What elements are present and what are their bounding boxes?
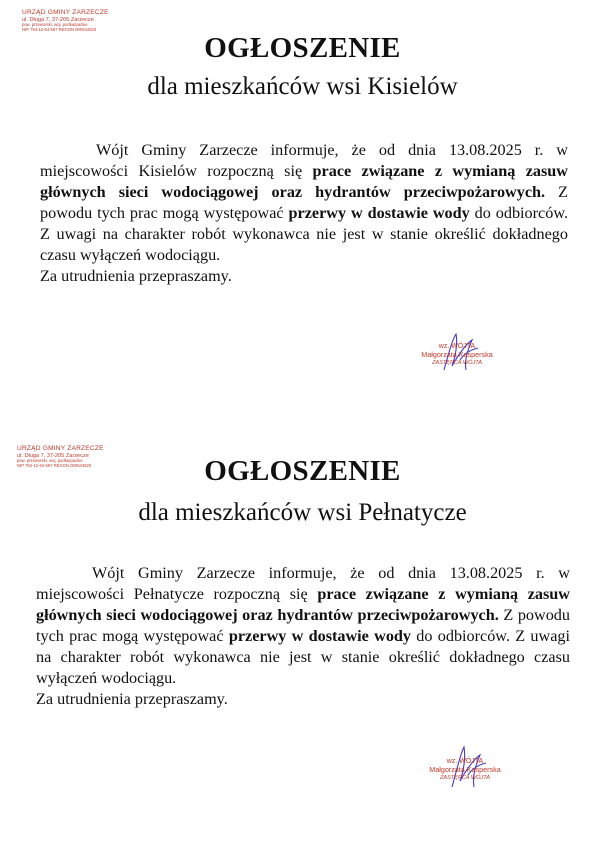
- body-bold-interruptions: przerwy w dostawie wody: [288, 204, 470, 222]
- stamp-office: URZĄD GMINY ZARZECZE: [17, 445, 104, 452]
- body-text-start: Wójt Gminy Zarzecze informuje, że od dnia 13.08.2025 r. w miejscowości Pełnatycze rozpoczną się: [36, 564, 570, 603]
- body-bold-interruptions: przerwy w dostawie wody: [228, 627, 412, 645]
- notice-kisielow: [0, 0, 605, 425]
- body-bold-works: prace związane z wymianą zasuw głównych sieci wodociągowej oraz hydrantów przeciwpożarowych.: [36, 585, 570, 624]
- stamp-region: pow. przeworski, woj. podkarpackie: [22, 22, 88, 27]
- signature-name: Małgorzata Kasperska: [429, 765, 501, 775]
- body-paragraph: [40, 140, 568, 266]
- body-paragraph: [36, 563, 570, 689]
- stamp-address: ul. Długa 7, 37-205 Zarzecze: [17, 452, 89, 459]
- stamp-ids: NIP 794-12-64-597 REGON 000544620: [22, 26, 97, 32]
- notice-pelnatycze: [0, 425, 605, 856]
- stamp-ids: NIP 794-12-64-597 REGON 000544620: [17, 462, 92, 468]
- body-text-middle: Z powodu tych prac mogą występować: [40, 183, 568, 222]
- signature-name: Małgorzata Kasperska: [421, 350, 493, 360]
- signature-block: [412, 343, 502, 367]
- notice-subtitle: dla mieszkańców wsi Pełnatycze: [138, 499, 467, 526]
- signature-on-behalf: wz. WÓJTA: [446, 758, 484, 765]
- office-stamp: [22, 9, 109, 33]
- notice-body: [40, 140, 568, 287]
- signature-block: [420, 758, 510, 782]
- notice-title: OGŁOSZENIE: [204, 455, 401, 487]
- apology-line: Za utrudnienia przepraszamy.: [36, 690, 228, 708]
- body-text-end: do odbiorców. Z uwagi na charakter robót wykonawca nie jest w stanie określić dokładnego czasu wyłączeń wodociągu.: [40, 204, 569, 264]
- notice-body: [36, 563, 570, 710]
- notice-subtitle: dla mieszkańców wsi Kisielów: [147, 73, 458, 100]
- body-text-start: Wójt Gminy Zarzecze informuje, że od dnia 13.08.2025 r. w miejscowości Kisielów rozpoczną się: [40, 141, 568, 180]
- signature-role: ZASTĘPCA WÓJTA: [431, 360, 483, 367]
- notice-title: OGŁOSZENIE: [204, 32, 401, 64]
- body-text-middle: Z powodu tych prac mogą występować: [36, 606, 570, 645]
- signature-role: ZASTĘPCA WÓJTA: [439, 775, 491, 782]
- body-bold-works: prace związane z wymianą zasuw głównych sieci wodociągowej oraz hydrantów przeciwpożarowych.: [40, 162, 568, 201]
- stamp-address: ul. Długa 7, 37-205 Zarzecze: [22, 16, 94, 23]
- body-text-end: do odbiorców. Z uwagi na charakter robót wykonawca nie jest w stanie określić dokładnego czasu wyłączeń wodociągu.: [36, 627, 570, 687]
- apology-line: Za utrudnienia przepraszamy.: [40, 267, 232, 285]
- stamp-office: URZĄD GMINY ZARZECZE: [22, 9, 109, 16]
- stamp-region: pow. przeworski, woj. podkarpackie: [17, 458, 83, 463]
- signature-on-behalf: wz. WÓJTA: [438, 343, 476, 350]
